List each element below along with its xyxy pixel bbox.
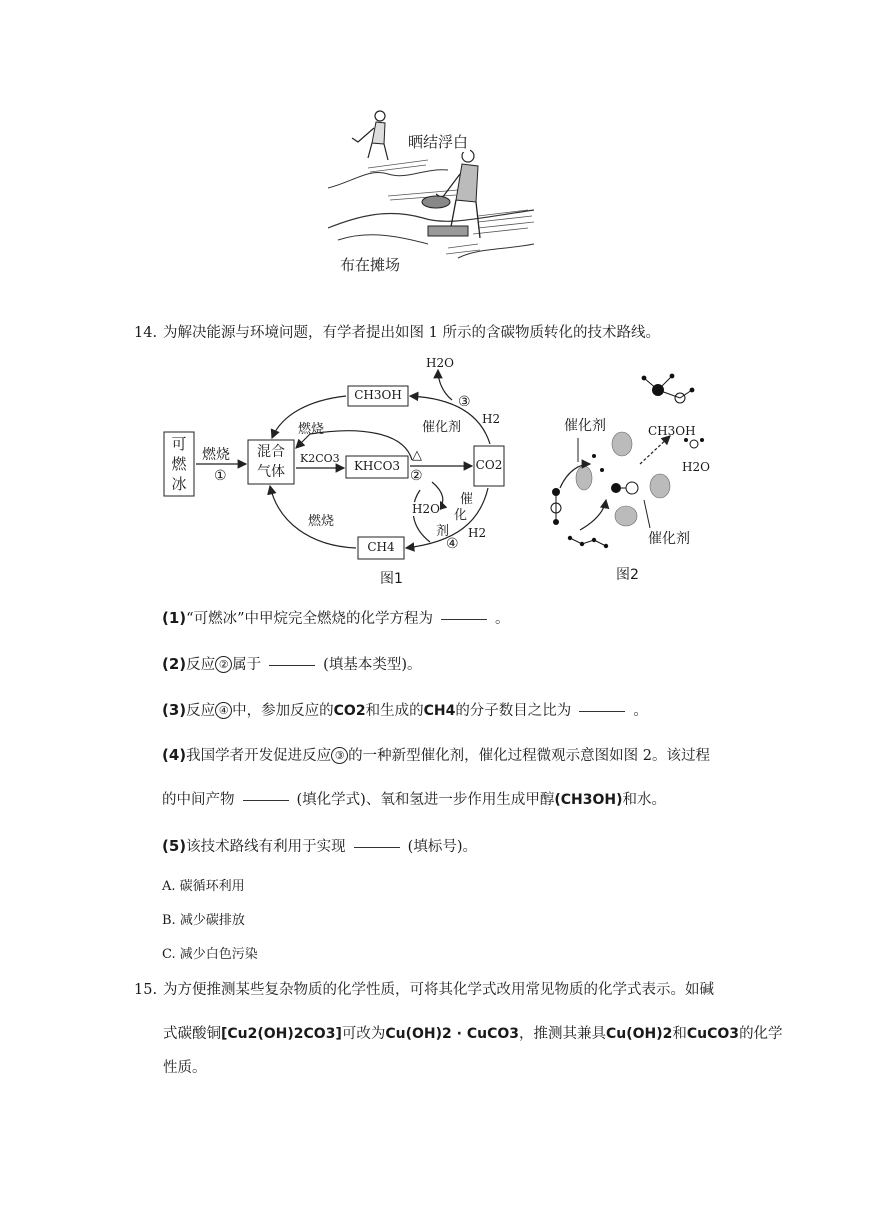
sub4-line2-c: 、氧和氢进一步作用生成甲醇 bbox=[365, 792, 555, 808]
sub1-end: 。 bbox=[494, 611, 510, 627]
fig2-caption: 图2 bbox=[616, 567, 639, 583]
fig2-product-methanol: CH3OH bbox=[648, 424, 696, 438]
sub4-line2-d: 和水。 bbox=[622, 792, 666, 808]
sub4-num: (4) bbox=[162, 746, 187, 764]
fig1-mixed-line2: 气体 bbox=[257, 464, 285, 480]
salt-making-illustration bbox=[328, 98, 534, 274]
sub2-num: (2) bbox=[162, 655, 187, 673]
fig1-label-k2co3: K2CO3 bbox=[300, 452, 340, 465]
sub2-end: 。 bbox=[406, 657, 422, 673]
sub2-answer-blank[interactable] bbox=[269, 664, 315, 666]
option-a[interactable]: A. 碳循环利用 bbox=[162, 879, 245, 894]
sub5-b: (填标号) bbox=[407, 839, 463, 855]
q15-line2-c: ，推测其兼具 bbox=[518, 1026, 606, 1042]
fig2-product-water: H2O bbox=[682, 460, 710, 474]
sub4-formula-methanol: (CH3OH) bbox=[554, 792, 623, 808]
sub3-num: (3) bbox=[162, 701, 187, 719]
q15-line2-d: 和 bbox=[672, 1026, 687, 1042]
fig1-mark-4: ④ bbox=[446, 536, 459, 552]
q15-line3: 性质。 bbox=[163, 1060, 207, 1076]
fig1-label-h2-bottom: H2 bbox=[468, 526, 487, 540]
sub4-line2-a: 的中间产物 bbox=[162, 792, 235, 808]
fig1-catalyst-b3: 剂 bbox=[436, 524, 450, 539]
sub2-b: 属于 bbox=[232, 657, 262, 673]
fig1-box-ice bbox=[164, 434, 194, 494]
sub3-c: 和生成的 bbox=[365, 703, 424, 719]
fig1-label-h2-top: H2 bbox=[482, 412, 501, 426]
sub1-num: (1) bbox=[162, 609, 187, 627]
fig1-box-khco3: KHCO3 bbox=[353, 459, 401, 473]
sub4-a: 我国学者开发促进反应 bbox=[186, 748, 332, 764]
fig2-catalyst-top: 催化剂 bbox=[564, 418, 606, 434]
option-b[interactable]: B. 减少碳排放 bbox=[162, 913, 245, 928]
q15-line2-e: 的化学 bbox=[739, 1026, 783, 1042]
q15-formula-b: CuCO3 bbox=[686, 1026, 740, 1042]
figure-1 bbox=[160, 352, 520, 592]
sub4-b: 的一种新型催化剂，催化过程微观示意图如图 2。该过程 bbox=[348, 748, 710, 764]
fig1-label-h2o-mid: H2O bbox=[412, 502, 440, 516]
q14-sub4-line2 bbox=[162, 790, 666, 810]
fig1-caption: 图1 bbox=[380, 571, 403, 587]
sub4-mark: ③ bbox=[331, 747, 348, 764]
q15-formula-basic: [Cu2(OH)2CO3] bbox=[221, 1026, 342, 1042]
sub1-text: “可燃冰”中甲烷完全燃烧的化学方程为 bbox=[186, 611, 433, 627]
sub3-d: 的分子数目之比为 bbox=[455, 703, 572, 719]
fig1-mark-1: ① bbox=[214, 468, 227, 484]
q15-number: 15. bbox=[134, 982, 158, 998]
q14-number: 14. bbox=[134, 325, 158, 341]
q14-sub2 bbox=[162, 654, 421, 675]
sub3-end: 。 bbox=[633, 703, 648, 719]
q14-sub4-line1 bbox=[162, 745, 710, 766]
q15-line2-b: 可改为 bbox=[341, 1026, 386, 1042]
sub3-formula-ch4: CH4 bbox=[423, 703, 456, 719]
sub3-mark: ④ bbox=[215, 702, 232, 719]
sub2-a: 反应 bbox=[186, 657, 216, 673]
sub1-answer-blank[interactable] bbox=[441, 618, 487, 620]
fig1-catalyst-b2: 化 bbox=[454, 508, 468, 523]
sub3-b: 中，参加反应的 bbox=[232, 703, 334, 719]
figure-2 bbox=[540, 360, 720, 585]
fig1-box-methanol: CH3OH bbox=[354, 388, 402, 402]
sub2-c: (填基本类型) bbox=[323, 657, 407, 673]
illustration-label-bottom: 布在摊场 bbox=[340, 256, 401, 274]
sub2-mark: ② bbox=[215, 656, 232, 673]
fig1-mark-3: ③ bbox=[458, 394, 471, 410]
fig1-mixed-line1: 混合 bbox=[257, 444, 285, 460]
sub4-answer-blank[interactable] bbox=[243, 799, 289, 801]
sub5-answer-blank[interactable] bbox=[354, 846, 400, 848]
sub3-a: 反应 bbox=[186, 703, 216, 719]
fig2-catalyst-bottom: 催化剂 bbox=[648, 531, 690, 547]
option-c[interactable]: C. 减少白色污染 bbox=[162, 947, 258, 962]
q14-stem: 为解决能源与环境问题，有学者提出如图 1 所示的含碳物质转化的技术路线。 bbox=[163, 325, 660, 341]
sub4-line2-b: (填化学式) bbox=[296, 792, 366, 808]
fig1-ice-line1: 可 bbox=[171, 435, 187, 453]
q14-sub3 bbox=[162, 700, 648, 721]
fig1-box-co2: CO2 bbox=[475, 458, 503, 472]
fig1-mark-2: ② bbox=[410, 468, 423, 484]
illustration-drawing bbox=[328, 98, 534, 274]
fig1-box-mixed bbox=[248, 442, 294, 482]
sub5-num: (5) bbox=[162, 837, 187, 855]
sub3-formula-co2: CO2 bbox=[333, 703, 366, 719]
q14-sub1 bbox=[162, 608, 509, 629]
q15-line2-a: 式碳酸铜 bbox=[163, 1026, 221, 1042]
sub5-end: 。 bbox=[462, 839, 477, 855]
q14-sub5 bbox=[162, 836, 477, 857]
fig1-ice-line2: 燃 bbox=[171, 455, 187, 473]
q15-line2 bbox=[163, 1024, 783, 1044]
sub3-answer-blank[interactable] bbox=[579, 710, 625, 712]
fig1-label-burn-top: 燃烧 bbox=[298, 422, 325, 437]
fig1-label-catalyst-top: 催化剂 bbox=[422, 420, 462, 435]
fig1-ice-line3: 冰 bbox=[171, 475, 187, 493]
fig1-label-h2o-top: H2O bbox=[426, 356, 454, 370]
fig1-label-burn-bottom: 燃烧 bbox=[308, 514, 335, 529]
fig1-label-burn: 燃烧 bbox=[202, 447, 230, 463]
q15-formula-a: Cu(OH)2 bbox=[605, 1026, 673, 1042]
fig1-triangle: △ bbox=[412, 448, 422, 463]
sub5-a: 该技术路线有利用于实现 bbox=[186, 839, 346, 855]
illustration-label-top: 晒结浮白 bbox=[408, 133, 469, 151]
fig1-box-ch4: CH4 bbox=[367, 540, 395, 554]
fig1-catalyst-b1: 催 bbox=[460, 492, 474, 507]
q15-line1: 为方便推测某些复杂物质的化学性质，可将其化学式改用常见物质的化学式表示。如碱 bbox=[163, 982, 714, 998]
q15-formula-split: Cu(OH)2 · CuCO3 bbox=[385, 1026, 519, 1042]
